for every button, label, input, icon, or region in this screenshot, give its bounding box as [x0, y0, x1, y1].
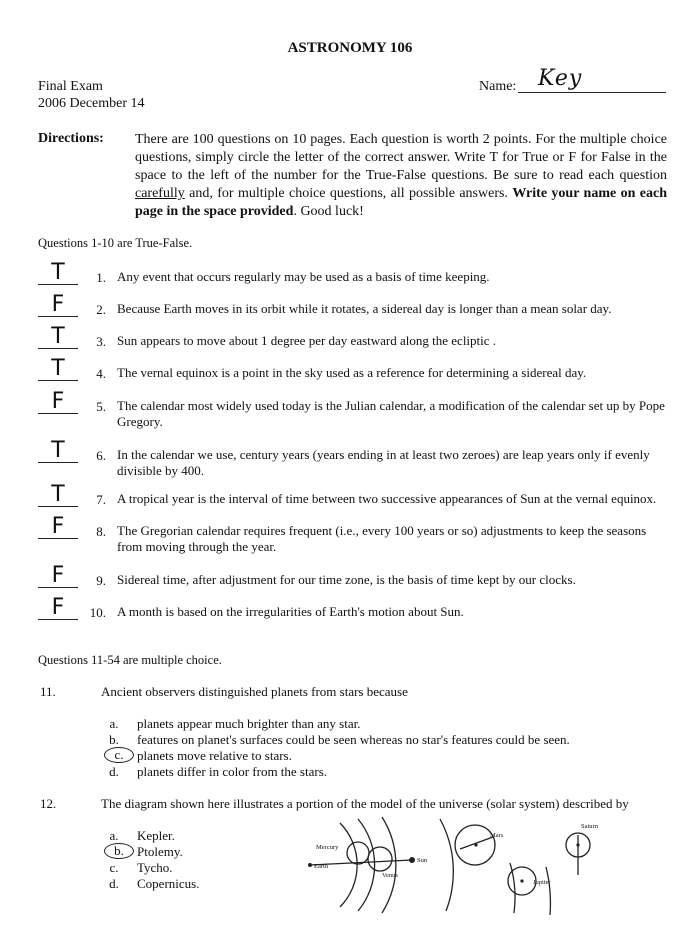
- choice-letter[interactable]: c.: [104, 747, 134, 763]
- choice-text: planets move relative to stars.: [137, 748, 292, 763]
- tf-answer-blank[interactable]: T: [38, 358, 78, 381]
- choice-letter[interactable]: d.: [109, 876, 119, 891]
- choice-text: planets appear much brighter than any star.: [137, 716, 361, 731]
- tf-number: 9.: [96, 573, 106, 588]
- tf-question-text: The vernal equinox is a point in the sky used as a reference for determining a sidereal day.: [117, 365, 587, 380]
- jupiter-label: Jupiter: [533, 879, 551, 886]
- mars-line: [460, 837, 493, 849]
- tf-answer-blank[interactable]: F: [38, 391, 78, 414]
- choice-letter[interactable]: b.: [109, 732, 119, 747]
- q12-text: The diagram shown here illustrates a portion of the model of the universe (solar system) described by: [101, 796, 629, 811]
- choice-text: planets differ in color from the stars.: [137, 764, 328, 779]
- ptolemaic-diagram: [300, 815, 600, 915]
- saturn-orbit-arc: [546, 867, 550, 915]
- tf-number: 3.: [96, 334, 106, 349]
- q12-number: 12.: [40, 796, 57, 811]
- sun-label: Sun: [417, 857, 428, 864]
- choice-text: Ptolemy.: [137, 844, 183, 859]
- choice-letter[interactable]: a.: [109, 716, 119, 731]
- choice-letter[interactable]: c.: [109, 860, 119, 875]
- directions-part-3: . Good luck!: [293, 204, 364, 219]
- mars-label: Mars: [490, 832, 504, 839]
- q11-number: 11.: [40, 684, 56, 699]
- venus-epicycle: [368, 847, 392, 871]
- name-label: Name:: [479, 79, 517, 94]
- tf-number: 2.: [96, 302, 106, 317]
- jupiter-dot: [520, 879, 523, 882]
- tf-question-text: A tropical year is the interval of time between two successive appearances of Sun at the vernal equinox.: [117, 491, 657, 506]
- tf-number: 4.: [96, 366, 106, 381]
- tf-answer-blank[interactable]: T: [38, 440, 78, 463]
- directions-bold: Write your name on each page in the space provided: [135, 186, 667, 219]
- venus-label: Venus: [382, 872, 398, 879]
- tf-question-text: Sun appears to move about 1 degree per day eastward along the ecliptic .: [117, 333, 497, 348]
- tf-answer-blank[interactable]: T: [38, 262, 78, 285]
- tf-question-text: Any event that occurs regularly may be used as a basis of time keeping.: [117, 269, 490, 284]
- tf-answer-blank[interactable]: F: [38, 597, 78, 620]
- mc-heading: Questions 11-54 are multiple choice.: [38, 653, 222, 667]
- exam-date: 2006 December 14: [38, 96, 145, 111]
- tf-question-text: The calendar most widely used today is the Julian calendar, a modification of the calendar set up by Pope Gregory.: [117, 398, 665, 429]
- mars-orbit-arc: [440, 819, 453, 911]
- choice-text: Tycho.: [137, 860, 173, 875]
- tf-number: 7.: [96, 492, 106, 507]
- directions-text: [135, 131, 667, 221]
- sun-dot: [409, 857, 415, 863]
- exam-name: Final Exam: [38, 79, 103, 94]
- page-title: ASTRONOMY 106: [287, 40, 413, 56]
- tf-answer-blank[interactable]: F: [38, 565, 78, 588]
- tf-number: 6.: [96, 448, 106, 463]
- name-handwritten: Key: [538, 66, 583, 91]
- choice-text: Copernicus.: [137, 876, 200, 891]
- choice-text: features on planet's surfaces could be seen whereas no star's features could be seen.: [137, 732, 570, 747]
- earth-label: Earth: [314, 863, 329, 870]
- mercury-orbit-arc: [340, 823, 357, 907]
- sun-orbit-arc: [382, 817, 396, 913]
- saturn-label: Saturn: [581, 823, 598, 830]
- mars-dot: [474, 843, 477, 846]
- venus-orbit-arc: [358, 819, 375, 911]
- tf-question-text: The Gregorian calendar requires frequent (i.e., every 100 years or so) adjustments to keep the seasons from moving through the year.: [117, 523, 647, 554]
- tf-answer-blank[interactable]: F: [38, 516, 78, 539]
- tf-answer-blank[interactable]: T: [38, 484, 78, 507]
- choice-letter[interactable]: a.: [109, 828, 119, 843]
- name-underline: [518, 92, 666, 93]
- mercury-label: Mercury: [316, 844, 339, 851]
- tf-question-text: Sidereal time, after adjustment for our time zone, is the basis of time kept by our clocks.: [117, 572, 576, 587]
- directions-carefully: carefully: [135, 186, 185, 201]
- tf-number: 1.: [96, 270, 106, 285]
- choice-text: Kepler.: [137, 828, 175, 843]
- tf-question-text: In the calendar we use, century years (years ending in at least two zeroes) are leap years only if evenly divisible by 400.: [117, 447, 650, 478]
- choice-letter[interactable]: d.: [109, 764, 119, 779]
- tf-heading: Questions 1-10 are True-False.: [38, 236, 193, 250]
- directions-part-2: and, for multiple choice questions, all possible answers.: [184, 186, 513, 201]
- tf-number: 5.: [96, 399, 106, 414]
- exam-info: [38, 78, 145, 112]
- tf-number: 8.: [96, 524, 106, 539]
- directions-label: Directions:: [38, 131, 104, 146]
- tf-answer-blank[interactable]: T: [38, 326, 78, 349]
- tf-number: 10.: [89, 605, 106, 620]
- q11-text: Ancient observers distinguished planets from stars because: [101, 684, 408, 699]
- tf-answer-blank[interactable]: F: [38, 294, 78, 317]
- directions-part-1: There are 100 questions on 10 pages. Each question is worth 2 points. For the multiple choice questions, simply circle the letter of the correct answer. Write T for True or F for False in the space to the left of the number for the True-False questions. Be sure to read each question: [135, 132, 667, 183]
- choice-letter[interactable]: b.: [104, 843, 134, 859]
- tf-question-text: A month is based on the irregularities of Earth's motion about Sun.: [117, 604, 464, 619]
- earth-dot: [308, 863, 312, 867]
- tf-question-text: Because Earth moves in its orbit while it rotates, a sidereal day is longer than a mean solar day.: [117, 301, 612, 316]
- mercury-epicycle: [347, 842, 369, 864]
- saturn-dot: [576, 843, 579, 846]
